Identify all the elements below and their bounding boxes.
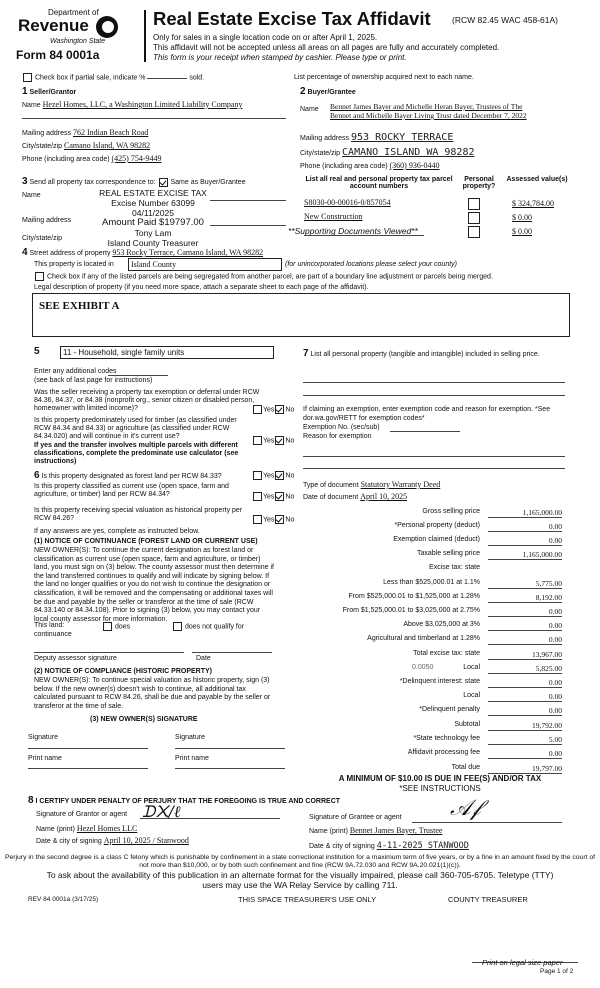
current-use-q: Is this property classified as current use (open space, farm and agriculture, or timber) land per RCW 84.34?: [34, 483, 229, 498]
supporting-docs-stamp: **Supporting Documents Viewed**: [288, 226, 418, 236]
seller-name-row: Name Hezel Homes, LLC, a Washington Limited Liability Company: [22, 100, 243, 109]
form-number: Form 84 0001a: [16, 48, 100, 62]
forest-no[interactable]: [275, 471, 284, 480]
exemption-note: If claiming an exemption, enter exemption code and reason for exemption. *See dor.wa.gov/RETT for exemption codes*: [303, 406, 551, 422]
buyer-mail-field[interactable]: 953 ROCKY TERRACE: [350, 132, 454, 143]
reason-label: Reason for exemption: [303, 433, 372, 440]
sec3-name-label: Name: [22, 192, 41, 199]
buyer-mail-row: Mailing address 953 ROCKY TERRACE: [300, 132, 454, 143]
buyer-city-row: City/state/zip CAMANO ISLAND WA 98282: [300, 147, 475, 158]
state-label: Washington State: [50, 38, 106, 45]
perjury-notice: Perjury in the second degree is a class C felony which is punishable by confinement in a state correctional institution for a maximum term of five years, or by a fine in an amount fixed by the court of not more than $10,000, or by both such confinement and fine (RCW 9A.72.030 and RCW 9A.20.021(1)(c)).: [4, 854, 596, 869]
partial-sale-checkbox[interactable]: [23, 73, 32, 82]
current-use-yes[interactable]: [253, 492, 262, 501]
calc-label: *Delinquent penalty: [419, 706, 480, 713]
calc-value[interactable]: 0.00: [488, 635, 562, 645]
county-select[interactable]: Island County: [128, 258, 282, 271]
personal-property-checkbox-2[interactable]: [468, 212, 480, 224]
doc-type-field[interactable]: Statutory Warranty Deed: [360, 480, 441, 489]
sec3-mail-line: [210, 225, 286, 226]
calc-row: [300, 650, 562, 659]
exhibit-text: SEE EXHIBIT A: [39, 300, 120, 312]
see-instructions: *SEE INSTRUCTIONS: [399, 784, 481, 793]
grantee-name-field[interactable]: Bennet James Bayer, Trustee: [349, 826, 443, 835]
calc-row: [300, 550, 562, 559]
forest-q: 6 Is this property designated as forest land per RCW 84.33?: [34, 470, 222, 481]
exemption-q: Was the seller receiving a property tax exemption or deferral under RCW 84.36, 84.37, or 84.38 (nonprofit org., senior citizen or disabled person, homeowner with limited income)?: [34, 389, 260, 412]
historic-yn: Yes No: [252, 515, 294, 524]
calc-label: Affidavit processing fee: [407, 749, 480, 756]
calc-value[interactable]: 19,792.00: [488, 721, 562, 731]
form-title: Real Estate Excise Tax Affidavit: [153, 8, 431, 29]
calc-row: [300, 749, 562, 758]
grantee-date-row: Date & city of signing 4-11-2025 STANWOOD: [309, 841, 469, 851]
forest-yes[interactable]: [253, 471, 262, 480]
buyer-phone-row: Phone (including area code) (360) 936-0440: [300, 161, 440, 170]
calc-value[interactable]: 0.00: [488, 621, 562, 631]
historic-q: Is this property receiving special valuation as historical property per RCW 84.26?: [34, 507, 243, 522]
print-label-2: Print name: [175, 755, 209, 762]
doc-type-row: Type of document Statutory Warranty Deed: [303, 480, 441, 489]
seller-heading: 1 Seller/Grantor: [22, 86, 77, 97]
minimum-notice: A MINIMUM OF $10.00 IS DUE IN FEE(S) AND/OR TAX: [338, 774, 542, 783]
county-treasurer: COUNTY TREASURER: [448, 895, 528, 904]
calc-value[interactable]: 1,165,000.00: [488, 550, 562, 560]
rev-number: REV 84 0001a (3/17/25): [28, 896, 99, 903]
segregated-checkbox[interactable]: [35, 272, 44, 281]
seller-name-line2: [22, 118, 286, 119]
grantor-signature[interactable]: ᗪ᙭/ℓ: [142, 802, 181, 821]
personal-property-line2[interactable]: [303, 395, 565, 396]
compliance-text: NEW OWNER(S): To continue special valuation as historic property, sign (3) below. If the new owner(s) doesn't wish to continue, all additional tax calculated pursuant to RCW 84.26, shall be due and payable by the seller or transferor at the time of sale.: [34, 677, 271, 710]
legal-desc-box[interactable]: [32, 293, 570, 337]
seller-mail-row: Mailing address 762 Indian Beach Road: [22, 128, 149, 137]
calc-label: Local: [463, 692, 480, 699]
assessed-col-header: Assessed value(s): [506, 176, 568, 183]
revenue-wordmark: Revenue: [18, 16, 89, 35]
print-label-1: Print name: [28, 755, 62, 762]
exemption-no-field[interactable]: [390, 431, 460, 432]
add-codes-label: Enter any additional codes: [34, 368, 117, 375]
assessed-value-3[interactable]: $ 0.00: [512, 227, 532, 236]
historic-no[interactable]: [275, 515, 284, 524]
header-note-3: This form is your receipt when stamped by cashier. Please type or print.: [153, 53, 407, 62]
new-owner-sig-2[interactable]: [175, 748, 285, 749]
seller-mail-field[interactable]: 762 Indian Beach Road: [72, 128, 149, 137]
seller-city-field[interactable]: Camano Island, WA 98282: [64, 141, 151, 150]
does-checkbox[interactable]: [103, 622, 112, 631]
certify-row: 8 I CERTIFY UNDER PENALTY OF PERJURY THAT THE FOREGOING IS TRUE AND CORRECT: [28, 795, 341, 806]
calc-row: [300, 508, 562, 517]
calc-value[interactable]: 0.00: [488, 692, 562, 702]
sec3-city-label: City/state/zip: [22, 235, 63, 242]
personal-property-checkbox-1[interactable]: [468, 198, 480, 210]
calc-value[interactable]: 1,165,000.00: [488, 508, 562, 518]
calc-row: [300, 522, 562, 531]
calc-label: Excise tax: state: [429, 564, 480, 571]
partial-sale-row: [22, 73, 204, 82]
current-use-yn: Yes No: [252, 492, 294, 501]
page-number: Page 1 of 2: [540, 968, 574, 975]
dor-swirl-icon: [96, 16, 118, 38]
current-use-no[interactable]: [275, 492, 284, 501]
assessed-value-1[interactable]: $ 324,784.00: [512, 199, 554, 208]
calc-row: [300, 593, 562, 602]
treasurer-only: THIS SPACE TREASURER'S USE ONLY: [238, 895, 377, 904]
parcel-number-1[interactable]: S8030-00-00016-0/857054: [304, 198, 391, 207]
new-owner-sig-1[interactable]: [28, 748, 148, 749]
calc-value[interactable]: 19,797.00: [488, 764, 562, 774]
grantee-sig-line: [412, 822, 562, 823]
calc-label: Total due: [451, 764, 480, 771]
timber-q: Is this property predominately used for timber (as classified under RCW 84.34 and 84.33) or agriculture (as classified under RCW 84.34.020) and will continue in it's current use?: [34, 417, 237, 440]
calc-value[interactable]: 0.00: [488, 607, 562, 617]
calc-row: [300, 635, 562, 644]
new-owner-print-2[interactable]: [175, 768, 285, 769]
calc-label: From $1,525,000.01 to $3,025,000 at 2.75%: [342, 607, 480, 614]
treasurer-stamp: REAL ESTATE EXCISE TAX Excise Number 63099 04/11/2025 Amount Paid $19797.00 Tony Lam Island County Treasurer: [99, 188, 207, 248]
deputy-date-label: Date: [196, 655, 211, 662]
personal-property-checkbox-3[interactable]: [468, 226, 480, 238]
calc-value[interactable]: 5.00: [488, 735, 562, 745]
calc-value[interactable]: 8,192.00: [488, 593, 562, 603]
continuance-text: NEW OWNER(S): To continue the current designation as forest land or classification as current use (open space, farm and agriculture, or timber) land, you must sign on (3) below. The county assessor must then determine if the land transferred continues to qualify and will indicate by signing below. If the land no longer qualifies or you do not wish to continue the designation or classification, it will be removed and the compensating or additional taxes will be due and payable by the seller or transferor at the time of sale (RCW 84.33.140 or 84.34.108). Prior to signing (3) below, you may contact your local county assessor for more information.: [34, 547, 274, 623]
header-note-2: This affidavit will not be accepted unless all areas on all pages are fully and accurately completed.: [153, 43, 500, 52]
reason-line1[interactable]: [303, 456, 565, 457]
calc-label: Taxable selling price: [416, 550, 480, 557]
located-label: This property is located in: [34, 261, 114, 268]
calc-label: Exemption claimed (deduct): [393, 536, 480, 543]
legal-paper-note: Print on legal size paper: [482, 958, 563, 967]
calc-value[interactable]: 5,825.00: [488, 664, 562, 674]
buyer-name-label: Name: [300, 106, 319, 113]
calc-row: [300, 536, 562, 545]
calc-row: [300, 621, 562, 630]
grantor-date-field[interactable]: April 10, 2025 / Stanwood: [103, 836, 189, 845]
calc-row: [300, 664, 562, 673]
calc-label: *State technology fee: [413, 735, 480, 742]
grantor-sig-line: [140, 818, 280, 819]
parcel-number-2[interactable]: New Construction: [304, 212, 363, 221]
personal-col-header: Personal property?: [462, 176, 496, 190]
sec7-row: 7 List all personal property (tangible and intangible) included in selling price.: [303, 348, 540, 359]
partial-pct-field[interactable]: [147, 78, 187, 79]
deputy-sig-line[interactable]: [34, 652, 184, 653]
assessed-value-2[interactable]: $ 0.00: [512, 213, 532, 222]
property-use-select[interactable]: 11 - Household, single family units: [60, 346, 274, 359]
continuance-label: continuance: [34, 631, 72, 638]
calc-value[interactable]: 0.00: [488, 536, 562, 546]
calc-row: [300, 692, 562, 701]
doc-date-row: Date of document April 10, 2025: [303, 492, 408, 501]
calc-label: Gross selling price: [422, 508, 480, 515]
calc-label: *Delinquent interest: state: [399, 678, 480, 685]
sec3-name-line: [210, 200, 286, 201]
rcw-citation: (RCW 82.45 WAC 458-61A): [452, 15, 558, 25]
calc-label: Less than $525,000.01 at 1.1%: [383, 579, 480, 586]
calc-label: Subtotal: [454, 721, 480, 728]
grantor-name-row: Name (print) Hezel Homes LLC: [36, 824, 138, 833]
grantor-date-row: Date & city of signing April 10, 2025 / Stanwood: [36, 836, 189, 845]
header-divider: [144, 10, 146, 62]
seller-city-row: City/state/zip Camano Island, WA 98282: [22, 141, 151, 150]
this-land-label: This land:: [34, 622, 65, 629]
calc-value[interactable]: 0.00: [488, 522, 562, 532]
does-not-option: does not qualify for: [172, 622, 244, 631]
personal-property-line1[interactable]: [303, 382, 565, 383]
calc-row: [300, 721, 562, 730]
seller-phone-row: Phone (including area code) (425) 754-9449: [22, 154, 162, 163]
timber-yn: Yes No: [252, 436, 294, 445]
timber-no[interactable]: [275, 436, 284, 445]
does-not-checkbox[interactable]: [173, 622, 182, 631]
calc-value[interactable]: 13,967.00: [488, 650, 562, 660]
calc-value[interactable]: 0.00: [488, 706, 562, 716]
grantee-name-row: Name (print) Bennet James Bayer, Trustee: [309, 826, 443, 835]
sec4-street-row: 4 Street address of property 953 Rocky Terrace, Camano Island, WA 98282: [22, 247, 264, 258]
exemption-no-label: Exemption No. (sec/sub): [303, 424, 380, 431]
same-as-buyer-checkbox[interactable]: [159, 178, 168, 187]
seller-phone-field[interactable]: (425) 754-9449: [111, 154, 162, 163]
calc-label: From $525,000.01 to $1,525,000 at 1.28%: [348, 593, 480, 600]
grantee-sig-label: Signature of Grantee or agent: [309, 814, 402, 821]
answers-note: If any answers are yes, complete as instructed below.: [34, 528, 200, 535]
calc-row: [300, 564, 562, 573]
exemption-no[interactable]: [275, 405, 284, 414]
grantee-date-field[interactable]: 4-11-2025 STANWOOD: [376, 841, 469, 851]
buyer-city-field[interactable]: CAMANO ISLAND WA 98282: [342, 147, 475, 158]
dor-logo: [16, 8, 136, 68]
sec3-mail-label: Mailing address: [22, 217, 72, 224]
new-owner-print-1[interactable]: [28, 768, 148, 769]
calc-label: Total excise tax: state: [413, 650, 480, 657]
accessibility-note: To ask about the availability of this publication in an alternate format for the visually impaired, please call 360-705-6705. Teletype (TTY) users may use the WA Relay Service by calling 711.: [46, 870, 554, 890]
historic-yes[interactable]: [253, 515, 262, 524]
buyer-name-line1[interactable]: Bennet James Bayer and Michelle Heran Bayer, Trustees of The: [330, 102, 523, 111]
deputy-sig-label: Deputy assessor signature: [34, 655, 117, 662]
add-codes-field[interactable]: [108, 375, 168, 376]
ownership-pct-note: List percentage of ownership acquired next to each name.: [294, 74, 474, 81]
sec5-number: 5: [34, 346, 40, 357]
partial-sold-label: sold.: [189, 74, 205, 82]
calc-value[interactable]: 0.00: [488, 749, 562, 759]
deputy-date-line[interactable]: [192, 652, 272, 653]
seller-name-field[interactable]: Hezel Homes, LLC, a Washington Limited Liability Company: [42, 100, 243, 109]
calc-label: Above $3,025,000 at 3%: [403, 621, 480, 628]
sig-label-1: Signature: [28, 734, 58, 741]
timber-yes[interactable]: [253, 436, 262, 445]
calc-row: [300, 678, 562, 687]
reason-line2[interactable]: [303, 468, 565, 469]
calc-row: [300, 735, 562, 744]
new-owner-sig-heading: (3) NEW OWNER(S) SIGNATURE: [90, 716, 198, 723]
calc-row: [300, 706, 562, 715]
buyer-phone-field[interactable]: (360) 936-0440: [389, 161, 440, 170]
buyer-heading: 2 Buyer/Grantee: [300, 86, 356, 97]
see-last-page: (see back of last page for instructions): [34, 377, 153, 384]
forest-yn: Yes No: [252, 471, 294, 480]
parcel-number-3[interactable]: [304, 235, 424, 236]
parcel-col-header: List all real and personal property tax parcel account numbers: [305, 176, 453, 190]
calc-row: [300, 764, 562, 773]
grantee-signature[interactable]: 𝒜𝒻: [450, 796, 481, 821]
sec3-row: 3 Send all property tax correspondence to: Same as Buyer/Grantee: [22, 176, 246, 187]
exemption-yn: Yes No: [252, 405, 294, 414]
segregated-row: Check box if any of the listed parcels are being segregated from another parcel, are part of a boundary line adjustment or parcels being merged.: [34, 272, 493, 281]
calc-value[interactable]: 5,775.00: [488, 579, 562, 589]
dept-label: Department of: [48, 8, 99, 17]
grantor-name-field[interactable]: Hezel Homes LLC: [76, 824, 138, 833]
calc-label: Agricultural and timberland at 1.28%: [367, 635, 480, 642]
calc-label: Local: [463, 664, 480, 671]
continuance-heading: (1) NOTICE OF CONTINUANCE (FOREST LAND OR CURRENT USE): [34, 538, 258, 545]
calc-value[interactable]: 0.00: [488, 678, 562, 688]
legal-desc-label: Legal description of property (if you need more space, attach a separate sheet to each page of the affidavit).: [34, 284, 369, 291]
does-option: does: [102, 622, 130, 631]
buyer-name-line2[interactable]: Bennet and Michelle Bayer Living Trust dated December 7, 2022: [330, 111, 527, 120]
compliance-heading: (2) NOTICE OF COMPLIANCE (HISTORIC PROPERTY): [34, 668, 212, 675]
doc-date-field[interactable]: April 10, 2025: [360, 492, 408, 501]
calc-row: [300, 579, 562, 588]
header-note-1: Only for sales in a single location code on or after April 1, 2025.: [153, 33, 378, 42]
calc-label: *Personal property (deduct): [394, 522, 480, 529]
property-street-field[interactable]: 953 Rocky Terrace, Camano Island, WA 98282: [112, 248, 264, 257]
timber-q-note: If yes and the transfer involves multiple parcels with different classifications, complete the predominate use calculator (see instructions): [34, 442, 239, 465]
calc-row: [300, 607, 562, 616]
exemption-yes[interactable]: [253, 405, 262, 414]
grantor-sig-label: Signature of Grantor or agent: [36, 811, 128, 818]
unincorp-note: (for unincorporated locations please select your county): [285, 261, 457, 268]
partial-sale-label: Check box if partial sale, indicate %: [34, 74, 146, 82]
local-rate: 0.0050: [412, 664, 434, 671]
sig-label-2: Signature: [175, 734, 205, 741]
